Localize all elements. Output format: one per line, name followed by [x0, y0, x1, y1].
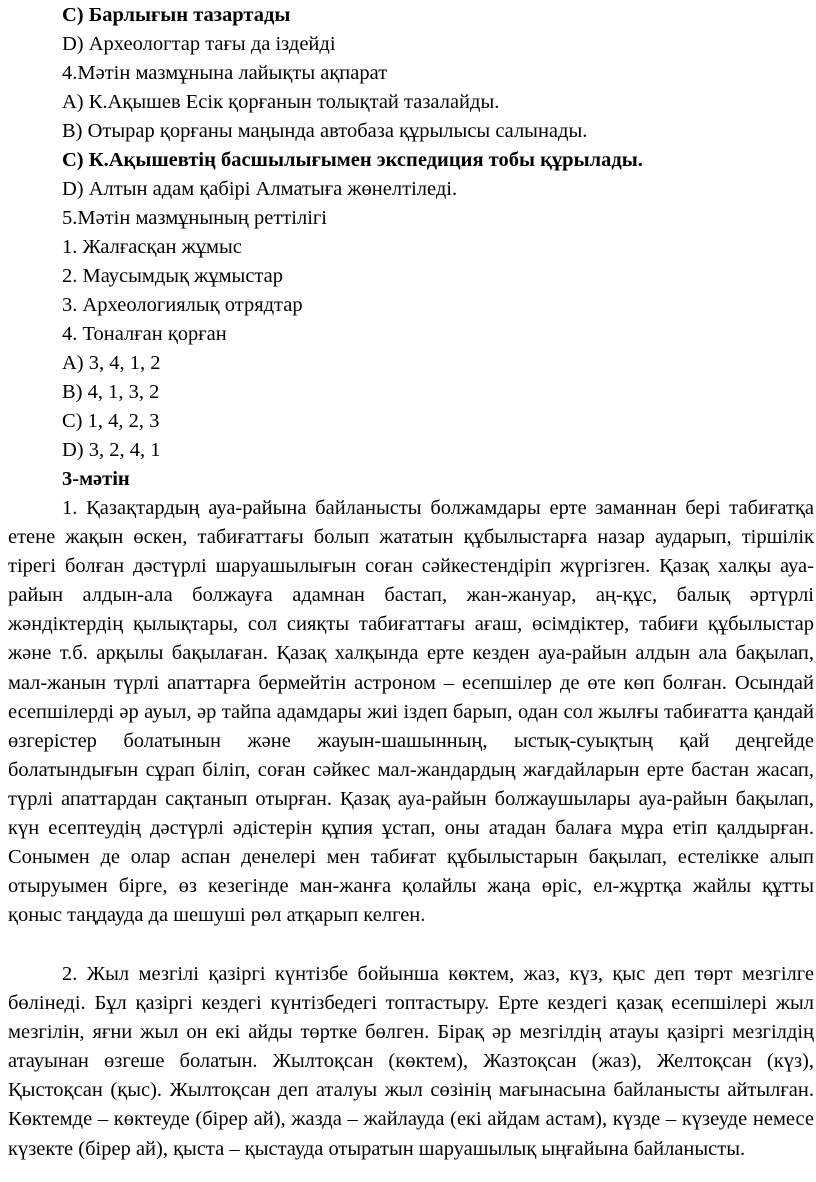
q4-option-a: А) К.Ақышев Есік қорғанын толықтай тазалайды. [62, 91, 500, 113]
q5-option-a: А) 3, 4, 1, 2 [62, 352, 161, 374]
text3-heading: 3-мәтін [62, 468, 130, 490]
text3-paragraph-1: 1. Қазақтардың ауа-райына байланысты болжамдары ерте заманнан бері табиғатқа етене жақын өскен, табиғаттағы болып жататын құбылыстарға назар аударып, тіршілік тірегі болған дәстүрлі шаруашылығын соған сәйкестендіріп жүргізген. Қазақ халқы ауа-райын алдын-ала болжауға адамнан бастап, жан-жануар, аң-құс, балық әртүрлі жәндіктердің қылықтары, сол сияқты табиғаттағы ағаш, өсімдіктер, табиғи құбылыстар және т.б. арқылы бақылаған. Қазақ халқында ерте кезден ауа-райын алдын ала бақылап, мал-жанын түрлі апаттарға бермейтін астроном – есепшілер де өте көп болған. Осындай есепшілерді әр ауыл, әр тайпа адамдары жиі іздеп барып, одан сол жылғы табиғатта қандай өзгерістер болатынын және жауын-шашынның, ыстық-суықтың қай деңгейде болатындығын сұрап біліп, соған сәйкес мал-жандардың жағдайларын ерте бастан жасап, түрлі апаттардан сақтанып отырған. Қазақ ауа-райын болжаушылары ауа-райын бақылап, күн есептеудің дәстүрлі әдістерін құпия ұстап, оны атадан балаға мұра етіп қалдырған. Сонымен де олар аспан денелері мен табиғат құбылыстарын бақылап, естелікке алып отыруымен бірге, өз кезегінде ман-жанға қолайлы жаңа өріс, ел-жұртқа жайлы құтты қоныс таңдауда да шешуші рөл атқарып келген. [8, 497, 814, 927]
q5-question: 5.Мәтін мазмұнының реттілігі [62, 207, 327, 229]
q5-option-b: В) 4, 1, 3, 2 [62, 381, 160, 403]
q5-item-4: 4. Тоналған қорған [62, 323, 227, 345]
q5-item-3: 3. Археологиялық отрядтар [62, 294, 303, 316]
q3-option-d: D) Археологтар тағы да іздейді [62, 33, 336, 55]
q4-option-d: D) Алтын адам қабірі Алматыға жөнелтіледі. [62, 178, 458, 200]
q5-item-1: 1. Жалғасқан жұмыс [62, 236, 242, 258]
q4-option-c: С) К.Ақышевтің басшылығымен экспедиция тобы құрылады. [62, 149, 643, 171]
q5-option-d: D) 3, 2, 4, 1 [62, 439, 161, 461]
q4-question: 4.Мәтін мазмұнына лайықты ақпарат [62, 62, 388, 84]
q5-item-2: 2. Маусымдық жұмыстар [62, 265, 283, 287]
q5-option-c: С) 1, 4, 2, 3 [62, 410, 160, 432]
q3-option-c: C) Барлығын тазартады [62, 4, 291, 26]
q4-option-b: В) Отырар қорғаны маңында автобаза құрылысы салынады. [62, 120, 588, 142]
text3-paragraph-2: 2. Жыл мезгілі қазіргі күнтізбе бойынша көктем, жаз, күз, қыс деп төрт мезгілге бөлінеді. Бұл қазіргі кездегі күнтізбедегі топтастыру. Ерте кездегі қазақ есепшілері жыл мезгілін, яғни жыл он екі айды төртке бөлген. Бірақ әр мезгілдің атауы қазіргі мезгілдің атауынан өзгеше болатын. Жылтоқсан (көктем), Жазтоқсан (жаз), Желтоқсан (күз), Қыстоқсан (қыс). Жылтоқсан деп аталуы жыл сөзінің мағынасына байланысты айтылған. Көктемде – көктеуде (бірер ай), жазда – жайлауда (екі айдам астам), күзде – күзеуде немесе күзекте (бірер ай), қыста – қыстауда отыратын шаруашылық ыңғайына байланысты. [8, 963, 814, 1160]
